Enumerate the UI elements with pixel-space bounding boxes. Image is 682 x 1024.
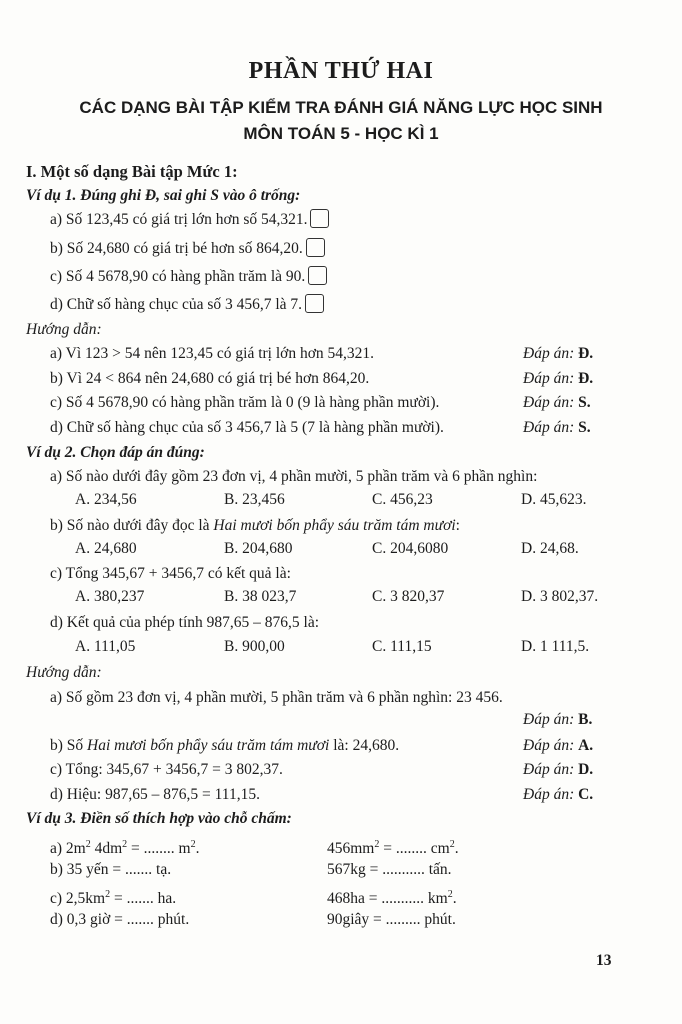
ex2-a-option-a[interactable]: A. 234,56 xyxy=(75,491,137,508)
guide-label: Hướng dẫn: xyxy=(26,664,102,681)
page-number: 13 xyxy=(596,952,612,969)
ex2-question-d: d) Kết quả của phép tính 987,65 – 876,5 là: xyxy=(50,614,320,631)
ex2-answer-d: Đáp án: C. xyxy=(523,786,594,803)
ex2-a-option-d[interactable]: D. 45,623. xyxy=(521,491,587,508)
ex1-item-d: d) Chữ số hàng chục của số 3 456,7 là 7. xyxy=(50,294,324,315)
ex1-guide-d: d) Chữ số hàng chục của số 3 456,7 là 5 (7 là hàng phần mười). xyxy=(50,419,444,436)
subject-title: MÔN TOÁN 5 - HỌC KÌ 1 xyxy=(243,124,439,143)
ex2-question-c: c) Tổng 345,67 + 3456,7 có kết quả là: xyxy=(50,565,291,582)
ex1-item-c: c) Số 4 5678,90 có hàng phần trăm là 90. xyxy=(50,266,327,287)
answer-box[interactable] xyxy=(308,266,327,285)
ex1-guide-b: b) Vì 24 < 864 nên 24,680 có giá trị bé hơn 864,20. xyxy=(50,370,370,387)
example-2-title: Ví dụ 2. Chọn đáp án đúng: xyxy=(26,444,205,461)
ex1-answer-d: Đáp án: S. xyxy=(523,419,591,436)
guide-label: Hướng dẫn: xyxy=(26,321,102,338)
ex3-row-c-left: c) $2,5km^2$ = ....... ha. xyxy=(50,889,177,908)
ex2-question-a: a) Số nào dưới đây gồm 23 đơn vị, 4 phần mười, 5 phần trăm và 6 phần nghìn: xyxy=(50,468,538,485)
example-3-title: Ví dụ 3. Điền số thích hợp vào chỗ chấm: xyxy=(26,810,292,827)
ex3-row-c-right: 468ha = ........... $km^2$. xyxy=(327,889,457,908)
ex3-row-d-right: 90giây = ......... phút. xyxy=(327,911,456,928)
ex2-d-option-b[interactable]: B. 900,00 xyxy=(224,638,285,655)
ex2-guide-a: a) Số gồm 23 đơn vị, 4 phần mười, 5 phần trăm và 6 phần nghìn: 23 456. xyxy=(50,689,503,706)
ex1-answer-a: Đáp án: Đ. xyxy=(523,345,594,362)
ex2-guide-c: c) Tổng: 345,67 + 3456,7 = 3 802,37. xyxy=(50,761,283,778)
ex1-guide-c: c) Số 4 5678,90 có hàng phần trăm là 0 (9 là hàng phần mười). xyxy=(50,394,440,411)
ex1-answer-b: Đáp án: Đ. xyxy=(523,370,594,387)
ex3-row-a-left: a) $2m^2$ $4dm^2$ = ........ $m^2$. xyxy=(50,839,200,858)
ex2-c-option-c[interactable]: C. 3 820,37 xyxy=(372,588,445,605)
ex1-item-b: b) Số 24,680 có giá trị bé hơn số 864,20. xyxy=(50,238,325,259)
ex3-row-b-left: b) 35 yến = ....... tạ. xyxy=(50,861,172,878)
ex3-row-d-left: d) 0,3 giờ = ....... phút. xyxy=(50,911,190,928)
answer-box[interactable] xyxy=(306,238,325,257)
page-subtitle: CÁC DẠNG BÀI TẬP KIỂM TRA ĐÁNH GIÁ NĂNG LỰC HỌC SINH xyxy=(79,98,603,117)
ex2-answer-a: Đáp án: B. xyxy=(523,711,593,728)
answer-box[interactable] xyxy=(305,294,324,313)
ex2-b-option-d[interactable]: D. 24,68. xyxy=(521,540,579,557)
ex2-guide-d: d) Hiệu: 987,65 – 876,5 = 111,15. xyxy=(50,786,260,803)
ex2-d-option-a[interactable]: A. 111,05 xyxy=(75,638,136,655)
ex2-c-option-b[interactable]: B. 38 023,7 xyxy=(224,588,297,605)
ex2-question-b: b) Số nào dưới đây đọc là Hai mươi bốn phẩy sáu trăm tám mươi: xyxy=(50,517,460,534)
ex2-b-option-b[interactable]: B. 204,680 xyxy=(224,540,293,557)
part-title: PHẦN THỨ HAI xyxy=(248,58,434,84)
answer-box[interactable] xyxy=(310,209,329,228)
section-heading: I. Một số dạng Bài tập Mức 1: xyxy=(26,162,238,181)
ex2-c-option-a[interactable]: A. 380,237 xyxy=(75,588,145,605)
ex2-d-option-d[interactable]: D. 1 111,5. xyxy=(521,638,590,655)
ex1-answer-c: Đáp án: S. xyxy=(523,394,591,411)
ex1-item-a: a) Số 123,45 có giá trị lớn hơn số 54,321. xyxy=(50,209,329,230)
ex2-c-option-d[interactable]: D. 3 802,37. xyxy=(521,588,599,605)
ex2-a-option-b[interactable]: B. 23,456 xyxy=(224,491,285,508)
ex3-row-a-right: $456mm^2$ = ........ $cm^2$. xyxy=(327,839,459,858)
example-1-title: Ví dụ 1. Đúng ghi Đ, sai ghi S vào ô trống: xyxy=(26,187,301,204)
ex2-b-option-a[interactable]: A. 24,680 xyxy=(75,540,137,557)
ex2-guide-b: b) Số Hai mươi bốn phẩy sáu trăm tám mươi là: 24,680. xyxy=(50,737,400,754)
ex1-guide-a: a) Vì 123 > 54 nên 123,45 có giá trị lớn hơn 54,321. xyxy=(50,345,375,362)
ex2-b-option-c[interactable]: C. 204,6080 xyxy=(372,540,449,557)
ex2-answer-c: Đáp án: D. xyxy=(523,761,594,778)
ex3-row-b-right: 567kg = ........... tấn. xyxy=(327,861,452,878)
ex2-answer-b: Đáp án: A. xyxy=(523,737,594,754)
ex2-a-option-c[interactable]: C. 456,23 xyxy=(372,491,433,508)
ex2-d-option-c[interactable]: C. 111,15 xyxy=(372,638,432,655)
